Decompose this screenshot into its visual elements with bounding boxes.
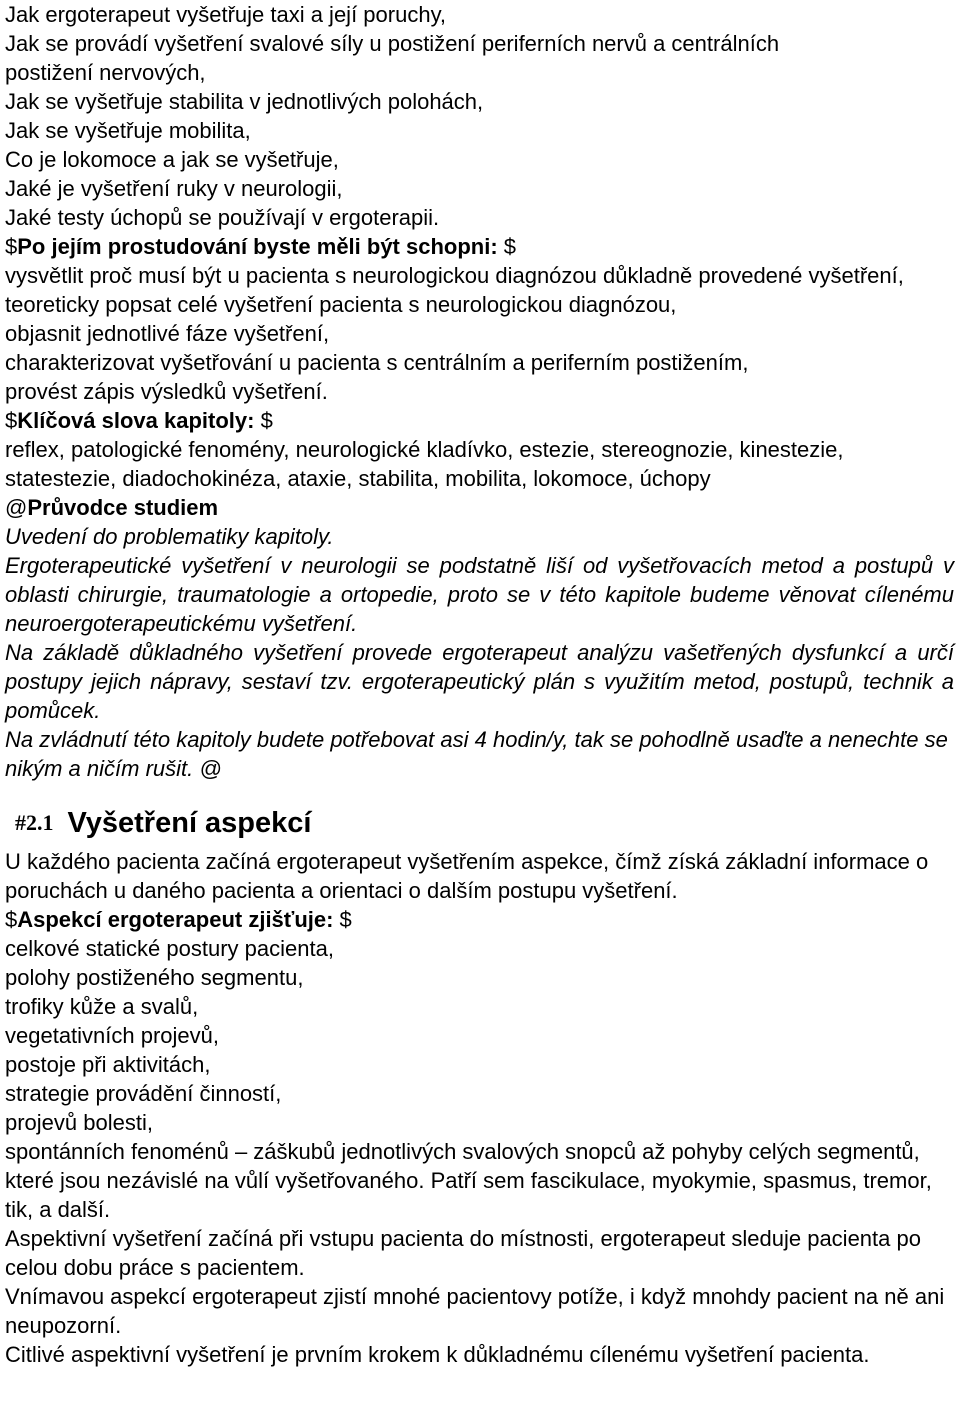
- goals-label: $Po jejím prostudování byste měli být schopni: $: [5, 234, 517, 259]
- section-title: Vyšetření aspekcí: [67, 806, 312, 839]
- intro-line: Jaké je vyšetření ruky v neurologii,: [5, 176, 343, 201]
- section-number: #2.1: [15, 810, 54, 835]
- goal-item: objasnit jednotlivé fáze vyšetření,: [5, 321, 330, 346]
- section-list-label: $Aspekcí ergoterapeut zjišťuje: $: [5, 907, 352, 932]
- intro-line: Jaké testy úchopů se používají v ergoterapii.: [5, 205, 440, 230]
- goal-item: vysvětlit proč musí být u pacienta s neurologickou diagnózou důkladně provedené vyšetření,: [5, 263, 904, 288]
- intro-line: Jak ergoterapeut vyšetřuje taxi a její poruchy,: [5, 2, 447, 27]
- section-heading: [5, 799, 954, 847]
- section-list-item: polohy postiženého segmentu,: [5, 965, 304, 990]
- intro-line: Jak se provádí vyšetření svalové síly u postižení periferních nervů a centrálních: [5, 31, 780, 56]
- section-list-item: vegetativních projevů,: [5, 1023, 220, 1048]
- section-list-item: celkové statické postury pacienta,: [5, 936, 334, 961]
- section-list-item: projevů bolesti,: [5, 1110, 153, 1135]
- guide-label: @Průvodce studiem: [5, 495, 219, 520]
- guide-paragraph: Ergoterapeutické vyšetření v neurologii se podstatně liší od vyšetřovacích metod a postupů v oblasti chirurgie, traumatologie a ortopedie, proto se v této kapitole budeme věnovat cílenému neuroergoterapeutickému vyšetření.: [5, 553, 954, 636]
- keywords-text: reflex, patologické fenomény, neurologické kladívko, estezie, stereognozie, kinestezie, statestezie, diadochokinéza, ataxie, stabilita, mobilita, lokomoce, úchopy: [5, 437, 844, 491]
- section-list-item: trofiky kůže a svalů,: [5, 994, 199, 1019]
- intro-line: postižení nervových,: [5, 60, 206, 85]
- intro-line: Jak se vyšetřuje stabilita v jednotlivých polohách,: [5, 89, 484, 114]
- section-list-item: spontánních fenoménů – záškubů jednotlivých svalových snopců až pohyby celých segmentů, které jsou nezávislé na vůlí vyšetřovaného. Patří sem fascikulace, myokymie, spasmus, tremor, tik, a další.: [5, 1139, 932, 1222]
- goal-item: teoreticky popsat celé vyšetření pacienta s neurologickou diagnózou,: [5, 292, 677, 317]
- section-paragraph: Vnímavou aspekcí ergoterapeut zjistí mnohé pacientovy potíže, i když mnohdy pacient na ně ani neupozorní.: [5, 1284, 945, 1338]
- goal-item: provést zápis výsledků vyšetření.: [5, 379, 328, 404]
- keywords-label: $Klíčová slova kapitoly: $: [5, 408, 273, 433]
- goals-label-text: Po jejím prostudování byste měli být schopni:: [17, 234, 498, 259]
- intro-line: Jak se vyšetřuje mobilita,: [5, 118, 251, 143]
- spacer: [5, 783, 954, 799]
- intro-line: Co je lokomoce a jak se vyšetřuje,: [5, 147, 339, 172]
- section-paragraph: Aspektivní vyšetření začíná při vstupu pacienta do místnosti, ergoterapeut sleduje pacienta po celou dobu práce s pacientem.: [5, 1226, 921, 1280]
- section-paragraph: Citlivé aspektivní vyšetření je prvním krokem k důkladnému cílenému vyšetření pacienta.: [5, 1342, 870, 1367]
- guide-paragraph: Na základě důkladného vyšetření provede ergoterapeut analýzu vašetřených dysfunkcí a určí postupy jejich nápravy, sestaví tzv. ergoterapeutický plán s využitím metod, postupů, technik a pomůcek.: [5, 640, 954, 723]
- section-list-item: strategie provádění činností,: [5, 1081, 282, 1106]
- guide-paragraph: Na zvládnutí této kapitoly budete potřebovat asi 4 hodin/y, tak se pohodlně usaďte a nenechte se nikým a ničím rušit. @: [5, 727, 948, 781]
- keywords-label-text: Klíčová slova kapitoly:: [17, 408, 255, 433]
- guide-subtitle: Uvedení do problematiky kapitoly.: [5, 524, 334, 549]
- section-intro: U každého pacienta začíná ergoterapeut vyšetřením aspekce, čímž získá základní informace o poruchách u daného pacienta a orientaci o dalším postupu vyšetření.: [5, 849, 929, 903]
- goal-item: charakterizovat vyšetřování u pacienta s centrálním a periferním postižením,: [5, 350, 749, 375]
- section-list-item: postoje při aktivitách,: [5, 1052, 211, 1077]
- guide-label-text: Průvodce studiem: [27, 495, 219, 520]
- section-list-label-text: Aspekcí ergoterapeut zjišťuje:: [17, 907, 334, 932]
